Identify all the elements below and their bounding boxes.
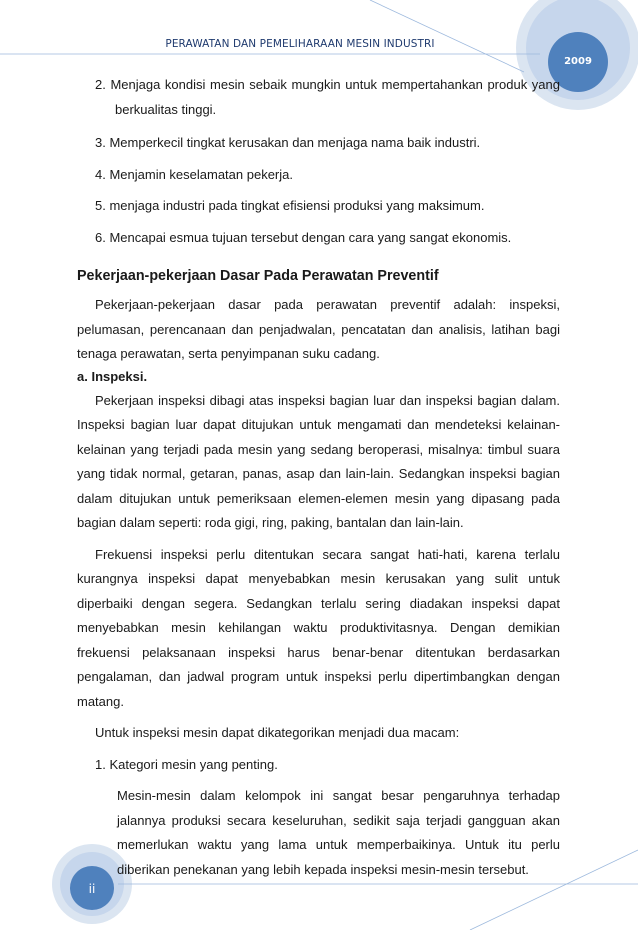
list-item-4: 4. Menjamin keselamatan pekerja. [95,166,293,182]
list-item-3: 3. Memperkecil tingkat kerusakan dan menjaga nama baik industri. [95,135,481,150]
page-content [77,73,560,882]
header-year: 2009 [564,56,592,67]
sub-heading-inspeksi: a. Inspeksi. [77,368,148,384]
list-item-5: 5. menjaga industri pada tingkat efisiensi produksi yang maksimum. [95,198,485,213]
paragraph-inspeksi-3: Untuk inspeksi mesin dapat dikategorikan menjadi dua macam: [95,725,460,740]
page-number: ii [88,882,96,896]
paragraph-inspeksi-1: Pekerjaan inspeksi dibagi atas inspeksi bagian luar dan inspeksi bagian dalam. Inspeksi bagian luar dapat ditujukan untuk mengamati dan mendeteksi kelainan-kelainan yang terjadi pada mesin yang sedang beroperasi, misalnya: timbul suara yang tidak normal, getaran, panas, asap dan lain-lain. Sedangkan inspeksi bagian dalam ditujukan untuk pemeriksaan elemen-elemen mesin yang dipasang pada bagian dalam seperti: roda gigi, ring, paking, bantalan dan lain-lain. [77,392,560,530]
intro-paragraph: Pekerjaan-pekerjaan dasar pada perawatan preventif adalah: inspeksi, pelumasan, perencanaan dan penjadwalan, pencatatan dan analisis, latihan bagi tenaga perawatan, serta penyimpanan suku cadang. [77,297,560,361]
paragraph-inspeksi-2: Frekuensi inspeksi perlu ditentukan secara sangat hati-hati, karena terlalu kurangnya inspeksi dapat menyebabkan mesin kerusakan yang sulit untuk diperbaiki dengan segera. Sedangkan terlalu sering diadakan inspeksi dapat menyebabkan mesin kehilangan waktu produktivitasnya. Dengan demikian frekuensi pelaksanaan inspeksi harus benar-benar ditentukan berdasarkan pengalaman, dan jadwal program untuk inspeksi perlu dipertimbangkan dengan matang. [77,546,560,709]
section-heading: Pekerjaan-pekerjaan Dasar Pada Perawatan Preventif [77,268,439,284]
list-item-6: 6. Mencapai esmua tujuan tersebut dengan cara yang sangat ekonomis. [95,229,512,245]
list-item-2: 2. Menjaga kondisi mesin sebaik mungkin untuk mempertahankan produk yang berkualitas tinggi. [95,77,560,117]
running-header: PERAWATAN DAN PEMELIHARAAN MESIN INDUSTRI [165,38,435,50]
category-1-text: Mesin-mesin dalam kelompok ini sangat besar pengaruhnya terhadap jalannya produksi secara keseluruhan, sedikit saja terjadi gangguan akan memerlukan waktu yang lama untuk memperbaikinya. Untuk itu perlu diberikan penekanan yang lebih kepada inspeksi mesin-mesin tersebut. [117,788,560,877]
header-diagonal [370,0,524,72]
category-1-title: 1. Kategori mesin yang penting. [95,756,278,772]
